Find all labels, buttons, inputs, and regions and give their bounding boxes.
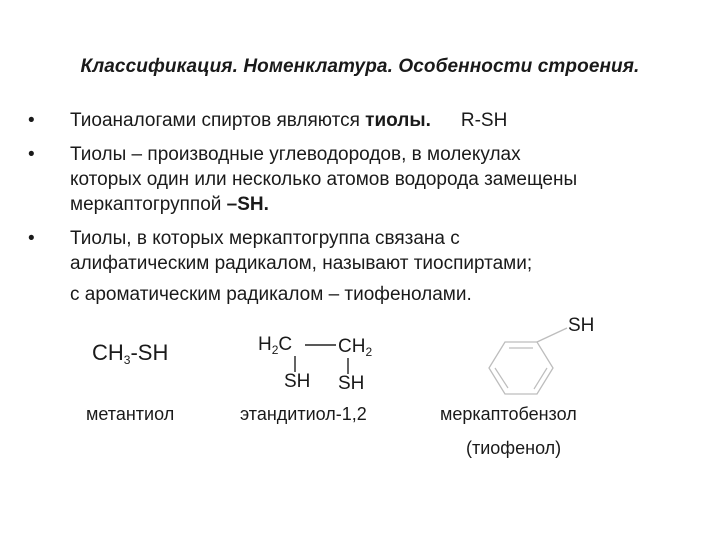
benzenethiol-caption-2: (тиофенол) [466,438,562,458]
slide-title: Классификация. Номенклатура. Особенности строения. [80,56,640,77]
bullet-3-line-3: с ароматическим радикалом – тиофенолами. [70,284,472,305]
bullet-1-text: Тиоаналогами спиртов являются [70,110,366,131]
bullet-icon: • [28,228,35,249]
bullet-2-line-3b: –SH. [226,194,269,215]
ethanedithiol-sh-2: SH [338,373,365,394]
benzenethiol-sh: SH [568,315,595,336]
bullet-2-line-3a: меркаптогруппой [70,194,227,215]
ethanedithiol-sh-1: SH [284,371,311,392]
methanethiol-ch: CH [92,340,124,365]
ethanedithiol-c: C [278,334,293,355]
methanethiol-caption: метантиол [86,404,175,424]
ethanedithiol-h2c-sub: 2 [271,343,279,357]
bullet-3-line-2: алифатическим радикалом, называют тиоспиртами; [70,253,533,274]
bullet-icon: • [28,110,35,131]
ethanedithiol-h: H [258,334,272,355]
methanethiol-sh: -SH [130,340,169,365]
benzenethiol-caption-1: меркаптобензол [440,404,577,424]
methanethiol-sub: 3 [123,353,131,367]
bullet-icon: • [28,144,35,165]
ethanedithiol-caption: этандитиол-1,2 [240,404,367,424]
bullet-2-line-2: которых один или несколько атомов водорода замещены [70,169,578,190]
bullet-2-line-1: Тиолы – производные углеводородов, в молекулах [70,144,521,165]
bullet-1-formula: R-SH [460,110,508,131]
ethanedithiol-ch2-sub: 2 [365,345,373,359]
bullet-1-bold: тиолы. [365,110,431,131]
ethanedithiol-ch: CH [338,336,366,357]
bullet-3-line-1: Тиолы, в которых меркаптогруппа связана с [70,228,460,249]
